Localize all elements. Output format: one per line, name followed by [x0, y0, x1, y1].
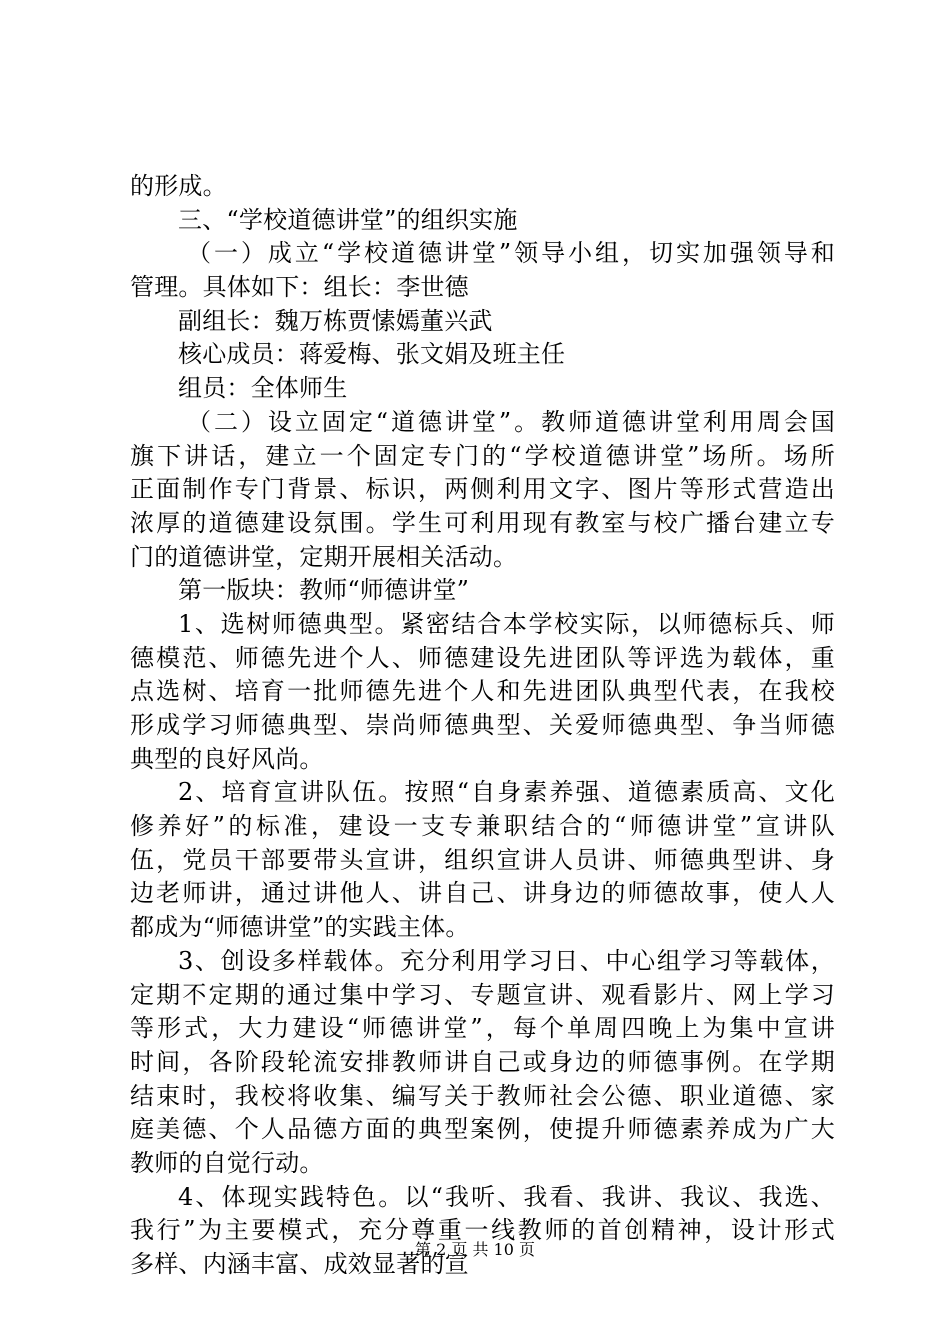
- paragraph-line: 德模范、师德先进个人、师德建设先进团队等评选为载体，重: [130, 643, 835, 672]
- paragraph-line: 3、创设多样载体。充分利用学习日、中心组学习等载体，: [178, 946, 835, 975]
- paragraph-line: 教师的自觉行动。: [130, 1148, 324, 1177]
- paragraph-line: 结束时，我校将收集、编写关于教师社会公德、职业道德、家: [130, 1081, 835, 1110]
- paragraph-line: 庭美德、个人品德方面的典型案例，使提升师德素养成为广大: [130, 1115, 835, 1144]
- paragraph-line: 门的道德讲堂，定期开展相关活动。: [130, 542, 518, 571]
- paragraph-line: 我行”为主要模式，充分尊重一线教师的首创精神，设计形式: [130, 1216, 835, 1245]
- paragraph-line: 的形成。: [130, 172, 227, 200]
- paragraph-line: 点选树、培育一批师德先进个人和先进团队典型代表，在我校: [130, 677, 835, 706]
- paragraph-line: 典型的良好风尚。: [130, 744, 324, 773]
- paragraph-line: 边老师讲，通过讲他人、讲自己、讲身边的师德故事，使人人: [130, 879, 835, 908]
- paragraph-line: 核心成员：蒋爱梅、张文娟及班主任: [178, 340, 566, 369]
- paragraph-line: （一）成立“学校道德讲堂”领导小组，切实加强领导和: [187, 239, 835, 268]
- paragraph-line: 形成学习师德典型、崇尚师德典型、关爱师德典型、争当师德: [130, 711, 835, 739]
- page-number-footer: 第 2 页 共 10 页: [415, 1240, 535, 1259]
- paragraph-line: 正面制作专门背景、标识，两侧利用文字、图片等形式营造出: [130, 475, 835, 504]
- paragraph-line: 1、选树师德典型。紧密结合本学校实际，以师德标兵、师: [178, 609, 835, 638]
- paragraph-line: 多样、内涵丰富、成效显著的宣: [130, 1250, 469, 1278]
- paragraph-line: 伍，党员干部要带头宣讲，组织宣讲人员讲、师德典型讲、身: [130, 845, 835, 874]
- document-body: [130, 170, 835, 1282]
- paragraph-line: 4、体现实践特色。以“我听、我看、我讲、我议、我选、: [178, 1182, 835, 1211]
- paragraph-line: 组员：全体师生: [178, 374, 348, 403]
- paragraph-line: 定期不定期的通过集中学习、专题宣讲、观看影片、网上学习: [130, 980, 835, 1009]
- paragraph-line: 等形式，大力建设“师德讲堂”，每个单周四晚上为集中宣讲: [130, 1014, 835, 1043]
- paragraph-line: 修养好”的标准，建设一支专兼职结合的“师德讲堂”宣讲队: [130, 812, 835, 841]
- section-heading: 三、“学校道德讲堂”的组织实施: [178, 205, 518, 234]
- paragraph-line: （二）设立固定“道德讲堂”。教师道德讲堂利用周会国: [187, 407, 835, 436]
- paragraph-line: 副组长：魏万栋贾愫嫣董兴武: [178, 306, 493, 335]
- paragraph-line: 都成为“师德讲堂”的实践主体。: [130, 913, 470, 942]
- paragraph-line: 管理。具体如下：组长：李世德: [130, 273, 469, 302]
- paragraph-line: 2、培育宣讲队伍。按照“自身素养强、道德素质高、文化: [178, 778, 835, 807]
- subsection-heading: 第一版块：教师“师德讲堂”: [178, 576, 470, 605]
- paragraph-line: 浓厚的道德建设氛围。学生可利用现有教室与校广播台建立专: [130, 508, 835, 537]
- paragraph-line: 旗下讲话，建立一个固定专门的“学校道德讲堂”场所。场所: [130, 441, 835, 470]
- paragraph-line: 时间，各阶段轮流安排教师讲自己或身边的师德事例。在学期: [130, 1047, 835, 1076]
